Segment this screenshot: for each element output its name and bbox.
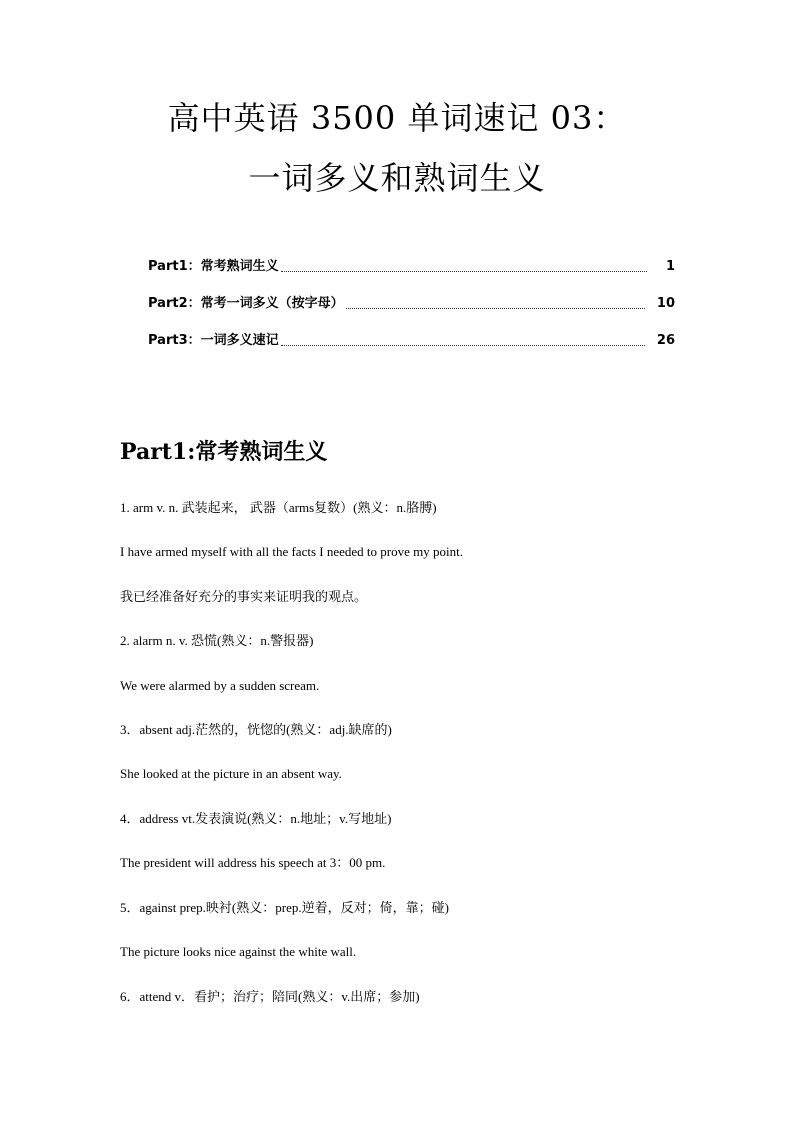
toc-leader-dots <box>281 270 647 272</box>
toc-entry-label: Part3：一词多义速记 <box>148 333 279 348</box>
entry-definition: 3．absent adj.茫然的，恍惚的(熟义：adj.缺席的) <box>120 722 392 737</box>
toc-entry-label: Part2：常考一词多义（按字母） <box>148 296 344 311</box>
toc-entry-page: 26 <box>656 333 675 348</box>
document-title-line-2: 一词多义和熟词生义 <box>248 159 546 197</box>
entry-example-en: We were alarmed by a sudden scream. <box>120 678 320 693</box>
entry-example-en: The president will address his speech at 3：00 pm. <box>120 855 386 870</box>
toc-leader-dots <box>281 344 645 346</box>
entry-definition: 2. alarm n. v. 恐慌(熟义：n.警报器) <box>120 633 314 648</box>
entry-definition: 6．attend v．看护；治疗；陪同(熟义：v.出席；参加) <box>120 989 420 1004</box>
entry-example-en: She looked at the picture in an absent way. <box>120 766 342 781</box>
entry-example-zh: 我已经准备好充分的事实来证明我的观点。 <box>120 589 368 604</box>
entry-example-en: I have armed myself with all the facts I needed to prove my point. <box>120 544 463 559</box>
toc-entry-label: Part1：常考熟词生义 <box>148 259 279 274</box>
toc-entry-part1[interactable] <box>148 256 675 278</box>
document-title-line-1: 高中英语 3500 单词速记 03： <box>167 99 627 137</box>
section-heading: Part1:常考熟词生义 <box>120 439 328 465</box>
toc-leader-dots <box>346 307 645 309</box>
entry-definition: 4．address vt.发表演说(熟义：n.地址；v.写地址) <box>120 811 392 826</box>
toc-entry-part2[interactable] <box>148 293 675 315</box>
toc-entry-page: 10 <box>656 296 675 311</box>
entry-example-en: The picture looks nice against the white wall. <box>120 944 357 959</box>
toc-entry-page: 1 <box>665 259 675 274</box>
entry-definition: 1. arm v. n. 武装起来， 武器（arms复数）(熟义：n.胳膊) <box>120 500 437 515</box>
entry-definition: 5．against prep.映衬(熟义：prep.逆着，反对；倚，靠；碰) <box>120 900 449 915</box>
toc-entry-part3[interactable] <box>148 330 675 352</box>
